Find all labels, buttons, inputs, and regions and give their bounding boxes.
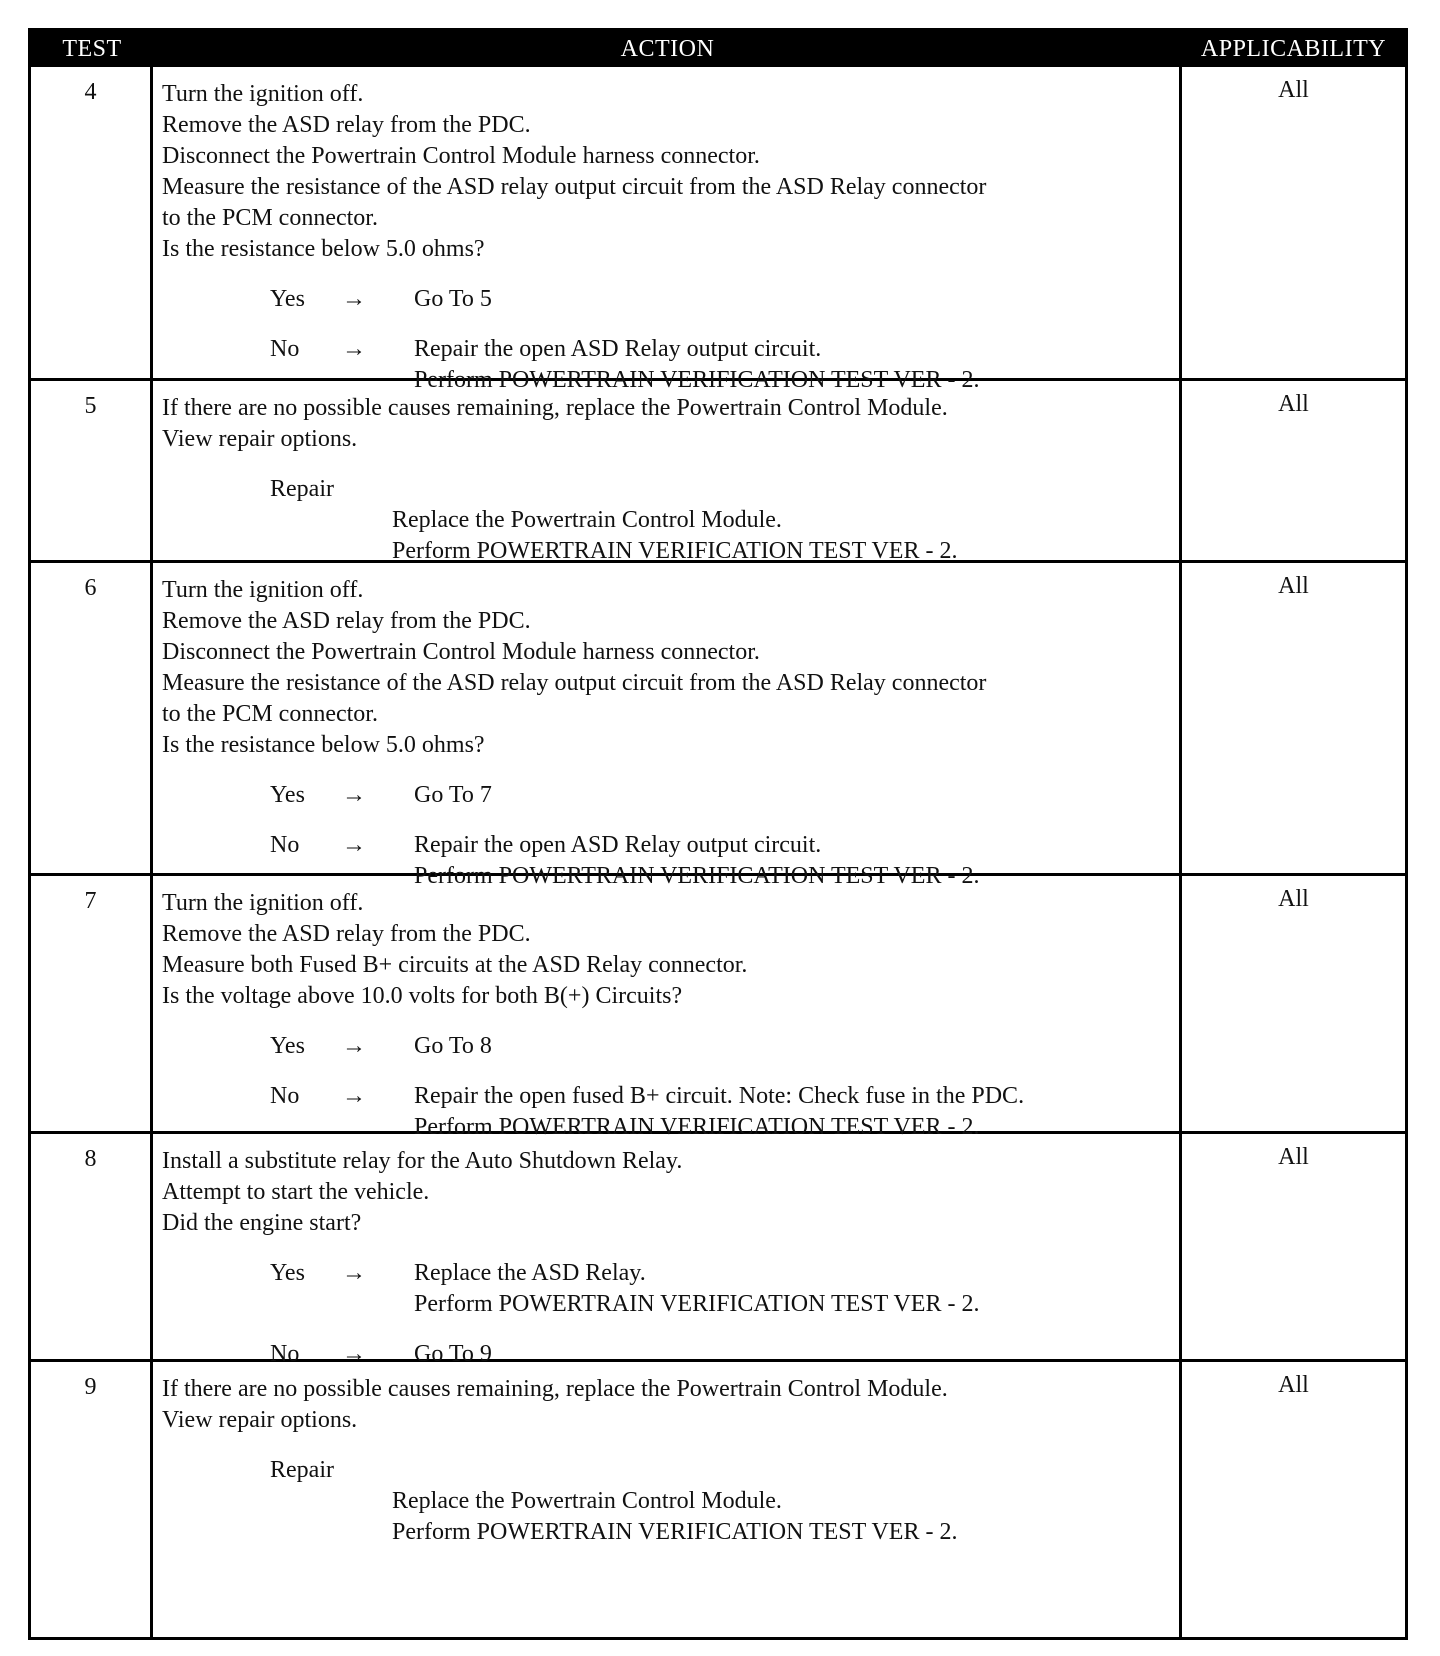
table-row [31, 876, 1405, 1140]
action-line: Turn the ignition off. [162, 81, 364, 107]
applicability-value: All [1278, 1144, 1309, 1170]
applicability-value: All [1278, 77, 1309, 103]
column-divider [150, 67, 153, 378]
column-divider [150, 1134, 153, 1359]
column-divider [1179, 876, 1182, 1131]
column-divider [1179, 1362, 1182, 1637]
response-label: No [270, 336, 300, 362]
table-row [31, 1134, 1405, 1367]
action-line: Disconnect the Powertrain Control Module harness connector. [162, 143, 760, 169]
action-cell [162, 79, 1174, 396]
action-line: Measure both Fused B+ circuits at the ASD Relay connector. [162, 952, 748, 978]
repair-line: Replace the Powertrain Control Module. [392, 507, 782, 533]
arrow-icon: → [342, 1260, 366, 1286]
repair-line: Perform POWERTRAIN VERIFICATION TEST VER - 2. [392, 1519, 958, 1545]
table-row [31, 563, 1405, 889]
diagnostic-test-table [28, 28, 1408, 1640]
column-divider [150, 381, 153, 560]
response-label: Yes [270, 1260, 305, 1286]
response-option [162, 1081, 1174, 1112]
response-result: Go To 7 [414, 782, 492, 808]
test-number: 6 [84, 575, 97, 601]
action-cell [162, 393, 1174, 567]
arrow-icon: → [342, 336, 366, 362]
header-applicability: APPLICABILITY [1200, 36, 1387, 62]
response-option [162, 780, 1174, 811]
column-divider [150, 1362, 153, 1637]
header-action: ACTION [620, 36, 715, 62]
action-line: Is the resistance below 5.0 ohms? [162, 732, 485, 758]
action-line: to the PCM connector. [162, 701, 378, 727]
action-cell [162, 1146, 1174, 1370]
action-line: Did the engine start? [162, 1210, 362, 1236]
arrow-icon: → [342, 286, 366, 312]
response-label: No [270, 1341, 300, 1367]
response-result-continued: Perform POWERTRAIN VERIFICATION TEST VER - 2. [414, 1291, 980, 1317]
test-number: 4 [84, 79, 97, 105]
response-label: Yes [270, 286, 305, 312]
action-line: If there are no possible causes remaining, replace the Powertrain Control Module. [162, 395, 948, 421]
column-divider [150, 563, 153, 873]
action-line: Remove the ASD relay from the PDC. [162, 608, 531, 634]
action-line: Turn the ignition off. [162, 577, 364, 603]
header-test: TEST [62, 36, 122, 62]
arrow-icon: → [342, 1033, 366, 1059]
response-option [162, 1258, 1174, 1289]
action-line: View repair options. [162, 426, 358, 452]
response-result: Repair the open ASD Relay output circuit. [414, 336, 822, 362]
table-header [31, 31, 1405, 67]
response-result: Repair the open ASD Relay output circuit. [414, 832, 822, 858]
response-label: Yes [270, 782, 305, 808]
action-line: Measure the resistance of the ASD relay output circuit from the ASD Relay connector [162, 670, 987, 696]
arrow-icon: → [342, 782, 366, 808]
applicability-value: All [1278, 886, 1309, 912]
action-cell [162, 888, 1174, 1143]
action-line: Disconnect the Powertrain Control Module harness connector. [162, 639, 760, 665]
applicability-value: All [1278, 1372, 1309, 1398]
action-line: Attempt to start the vehicle. [162, 1179, 430, 1205]
action-cell [162, 1374, 1174, 1548]
action-cell [162, 575, 1174, 892]
response-result: Go To 5 [414, 286, 492, 312]
response-option [162, 284, 1174, 315]
table-row [31, 67, 1405, 393]
repair-label: Repair [270, 476, 334, 502]
response-result: Go To 8 [414, 1033, 492, 1059]
action-line: to the PCM connector. [162, 205, 378, 231]
response-result: Repair the open fused B+ circuit. Note: Check fuse in the PDC. [414, 1083, 1025, 1109]
action-line: View repair options. [162, 1407, 358, 1433]
response-option [162, 1031, 1174, 1062]
test-number: 7 [84, 888, 97, 914]
response-result: Replace the ASD Relay. [414, 1260, 646, 1286]
action-line: Measure the resistance of the ASD relay output circuit from the ASD Relay connector [162, 174, 987, 200]
table-row [31, 1362, 1405, 1637]
column-divider [1179, 67, 1182, 378]
response-label: No [270, 1083, 300, 1109]
arrow-icon: → [342, 1341, 366, 1367]
action-line: Is the resistance below 5.0 ohms? [162, 236, 485, 262]
response-result-continued: Perform POWERTRAIN VERIFICATION TEST VER - 2. [414, 1114, 980, 1140]
action-line: Turn the ignition off. [162, 890, 364, 916]
action-line: Is the voltage above 10.0 volts for both B(+) Circuits? [162, 983, 683, 1009]
response-option [162, 830, 1174, 861]
response-label: Yes [270, 1033, 305, 1059]
response-label: No [270, 832, 300, 858]
table-row [31, 381, 1405, 563]
repair-line: Replace the Powertrain Control Module. [392, 1488, 782, 1514]
applicability-value: All [1278, 573, 1309, 599]
action-line: If there are no possible causes remaining, replace the Powertrain Control Module. [162, 1376, 948, 1402]
response-result-continued: Perform POWERTRAIN VERIFICATION TEST VER - 2. [414, 367, 980, 393]
action-line: Remove the ASD relay from the PDC. [162, 921, 531, 947]
response-result-continued: Perform POWERTRAIN VERIFICATION TEST VER - 2. [414, 863, 980, 889]
response-option [162, 334, 1174, 365]
test-number: 5 [84, 393, 97, 419]
column-divider [1179, 563, 1182, 873]
response-result: Go To 9 [414, 1341, 492, 1367]
repair-line: Perform POWERTRAIN VERIFICATION TEST VER - 2. [392, 538, 958, 564]
arrow-icon: → [342, 1083, 366, 1109]
action-line: Install a substitute relay for the Auto Shutdown Relay. [162, 1148, 683, 1174]
action-line: Remove the ASD relay from the PDC. [162, 112, 531, 138]
test-number: 8 [84, 1146, 97, 1172]
repair-label: Repair [270, 1457, 334, 1483]
column-divider [150, 876, 153, 1131]
applicability-value: All [1278, 391, 1309, 417]
test-number: 9 [84, 1374, 97, 1400]
arrow-icon: → [342, 832, 366, 858]
